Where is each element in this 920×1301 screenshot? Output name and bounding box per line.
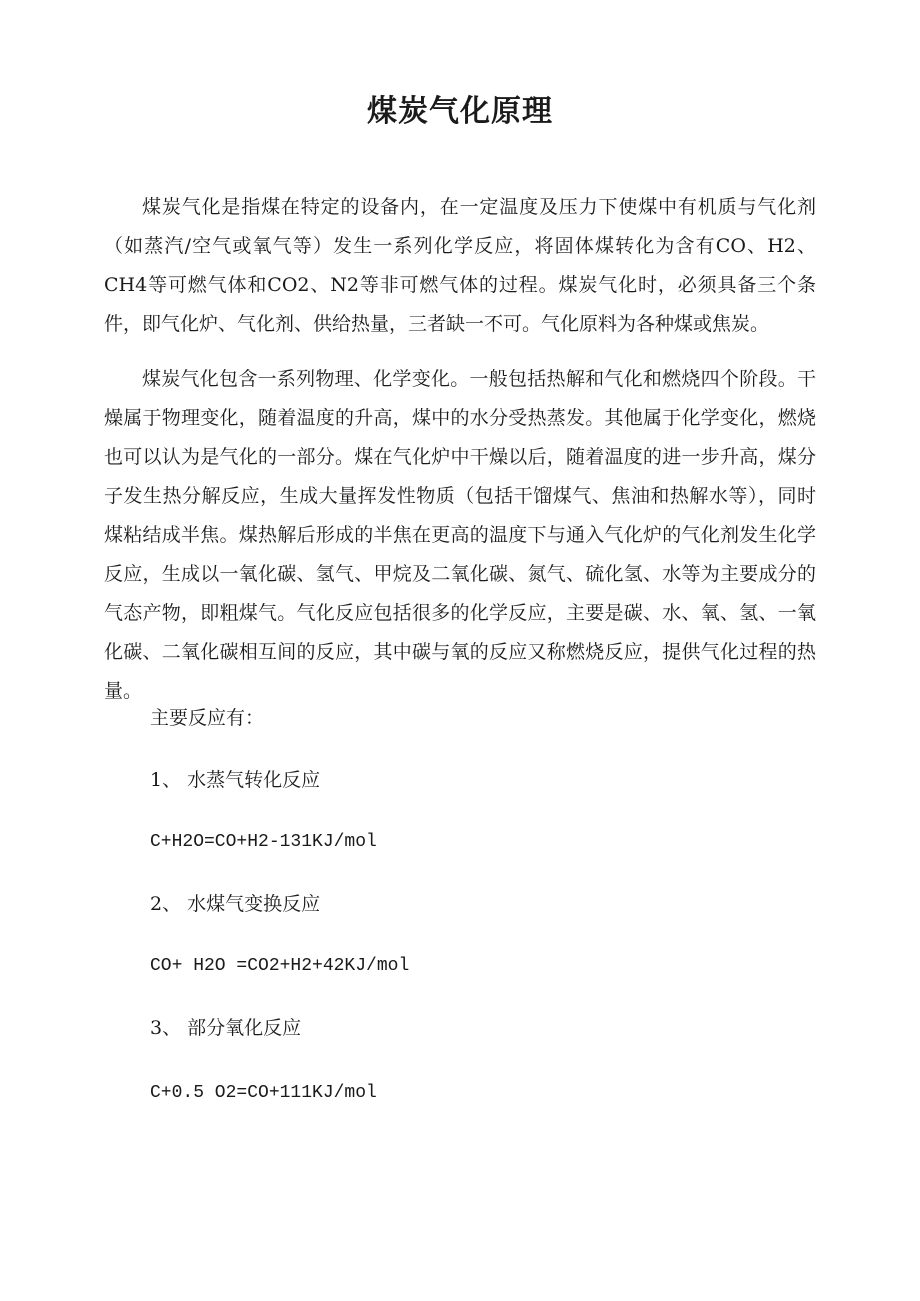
reaction-equation-1: C+H2O=CO+H2-131KJ/mol: [150, 832, 377, 852]
reaction-equation-2: CO+ H2O =CO2+H2+42KJ/mol: [150, 956, 410, 976]
reaction-equation-3: C+0.5 O2=CO+111KJ/mol: [150, 1083, 377, 1103]
document-title: 煤炭气化原理: [367, 94, 553, 129]
reaction-name-2: 2、 水煤气变换反应: [150, 893, 321, 915]
reactions-intro: 主要反应有：: [150, 707, 265, 729]
reaction-name-3: 3、 部分氧化反应: [150, 1017, 302, 1039]
reaction-name-1: 1、 水蒸气转化反应: [150, 769, 321, 791]
paragraph-process: 煤炭气化包含一系列物理、化学变化。一般包括热解和气化和燃烧四个阶段。干燥属于物理变化，随着温度的升高，煤中的水分受热蒸发。其他属于化学变化，燃烧也可以认为是气化的一部分。煤在气化炉中干燥以后，随着温度的进一步升高，煤分子发生热分解反应，生成大量挥发性物质（包括干馏煤气、焦油和热解水等），同时煤粘结成半焦。煤热解后形成的半焦在更高的温度下与通入气化炉的气化剂发生化学反应，生成以一氧化碳、氢气、甲烷及二氧化碳、氮气、硫化氢、水等为主要成分的气态产物，即粗煤气。气化反应包括很多的化学反应，主要是碳、水、氧、氢、一氧化碳、二氧化碳相互间的反应，其中碳与氧的反应又称燃烧反应，提供气化过程的热量。: [104, 368, 816, 702]
paragraph-definition: 煤炭气化是指煤在特定的设备内，在一定温度及压力下使煤中有机质与气化剂（如蒸汽/空气或氧气等）发生一系列化学反应，将固体煤转化为含有CO、H2、CH4等可燃气体和CO2、N2等非可燃气体的过程。煤炭气化时，必须具备三个条件，即气化炉、气化剂、供给热量，三者缺一不可。气化原料为各种煤或焦炭。: [104, 196, 816, 335]
